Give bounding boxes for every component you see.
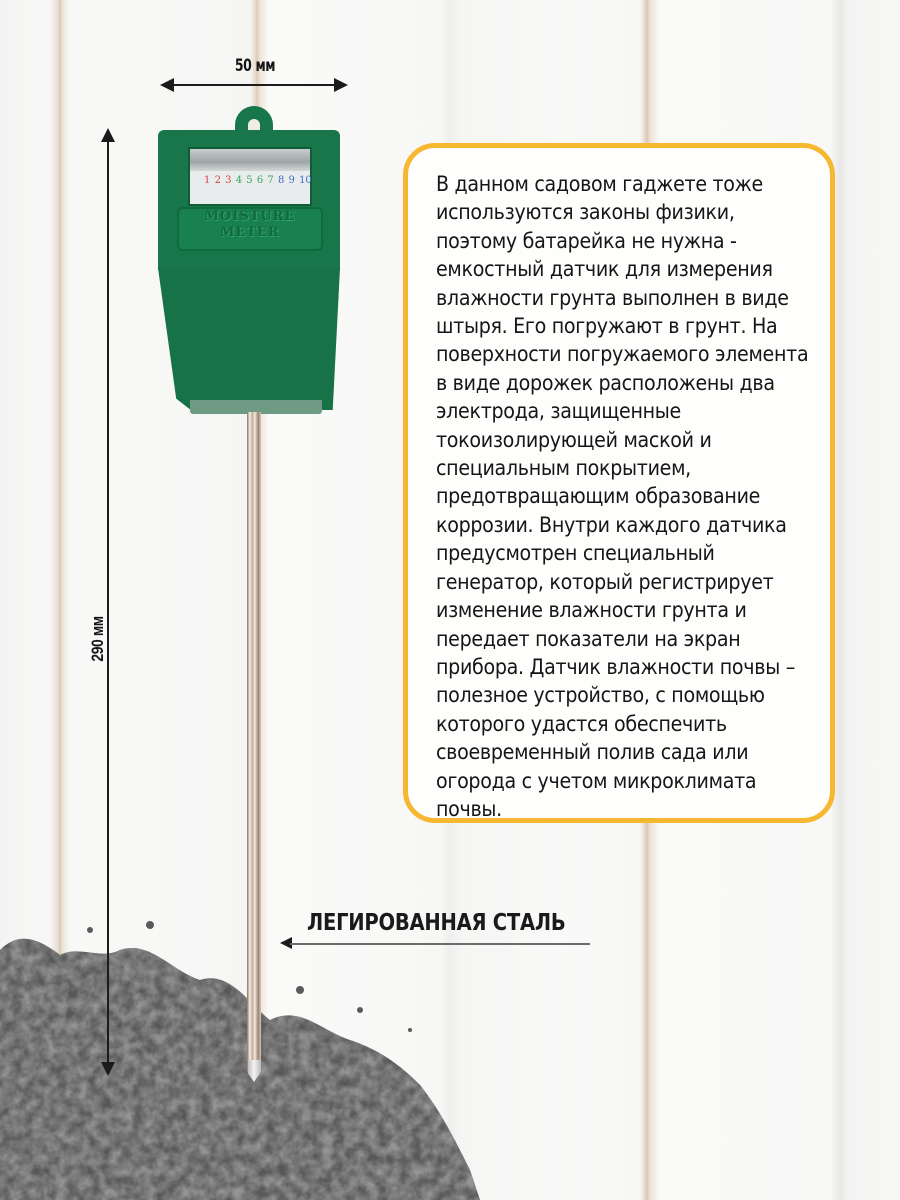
description-line: электрода, защищенные <box>436 398 681 424</box>
description-line: специальным покрытием, <box>436 455 691 481</box>
gauge-glass <box>190 149 310 171</box>
scale-number: 3 <box>225 175 232 186</box>
description-line: предотвращающим образование <box>436 483 761 509</box>
soil-pile-image <box>0 910 900 1200</box>
material-pointer-line <box>290 943 590 945</box>
description-line: огорода с учетом микроклимата <box>436 767 757 793</box>
scale-number: 5 <box>246 175 253 186</box>
description-line: предусмотрен специальный <box>436 540 715 566</box>
arrow-down-icon <box>101 1062 115 1076</box>
description-line: поверхности погружаемого элемента <box>436 341 809 367</box>
material-label: ЛЕГИРОВАННАЯ СТАЛЬ <box>307 910 566 936</box>
description-line: используются законы физики, <box>436 199 735 225</box>
scale-number: 6 <box>256 175 264 186</box>
device-label-line2: METER <box>220 225 280 240</box>
description-line: в виде дорожек расположены два <box>436 369 775 395</box>
gauge-window <box>188 147 312 206</box>
description-line: передает показатели на экран <box>436 625 741 651</box>
description-box <box>403 143 835 823</box>
description-line: коррозии. Внутри каждого датчика <box>436 511 787 537</box>
gauge-scale <box>204 175 313 186</box>
meter-body-lower <box>158 268 340 410</box>
probe-tip <box>248 1060 260 1082</box>
description-line: В данном садовом гаджете тоже <box>436 171 763 196</box>
scale-number: 8 <box>277 175 285 186</box>
description-line: почвы. <box>436 795 502 821</box>
description-line: штыря. Его погружают в грунт. На <box>436 313 778 339</box>
scale-number: 4 <box>235 175 243 186</box>
description-line: токоизолирующей маской и <box>436 426 712 452</box>
width-dimension-line <box>165 84 345 86</box>
description-line: емкостный датчик для измерения <box>436 256 773 282</box>
steel-probe <box>247 412 261 1072</box>
width-dimension-label: 50 мм <box>234 56 276 76</box>
scale-number: 10 <box>299 175 312 186</box>
description-line: генератор, который регистрирует <box>436 568 774 594</box>
scale-number: 9 <box>288 175 295 186</box>
scale-number: 7 <box>267 175 274 186</box>
scale-number: 2 <box>214 175 221 186</box>
device-label-plate <box>177 207 323 251</box>
description-line: прибора. Датчик влажности почвы – <box>436 653 795 679</box>
description-text <box>436 170 831 823</box>
device-label-line1: MOISTURE <box>204 209 296 224</box>
description-line: изменение влажности грунта и <box>436 597 747 623</box>
description-line: влажности грунта выполнен в виде <box>436 284 789 310</box>
arrow-right-icon <box>334 78 348 92</box>
description-line: поэтому батарейка не нужна - <box>436 227 737 253</box>
height-dimension-label: 290 мм <box>88 616 107 662</box>
scale-number: 1 <box>204 175 211 186</box>
description-line: своевременный полив сада или <box>436 739 749 765</box>
description-line: которого удастся обеспечить <box>436 710 727 736</box>
description-line: полезное устройство, с помощью <box>436 682 765 708</box>
